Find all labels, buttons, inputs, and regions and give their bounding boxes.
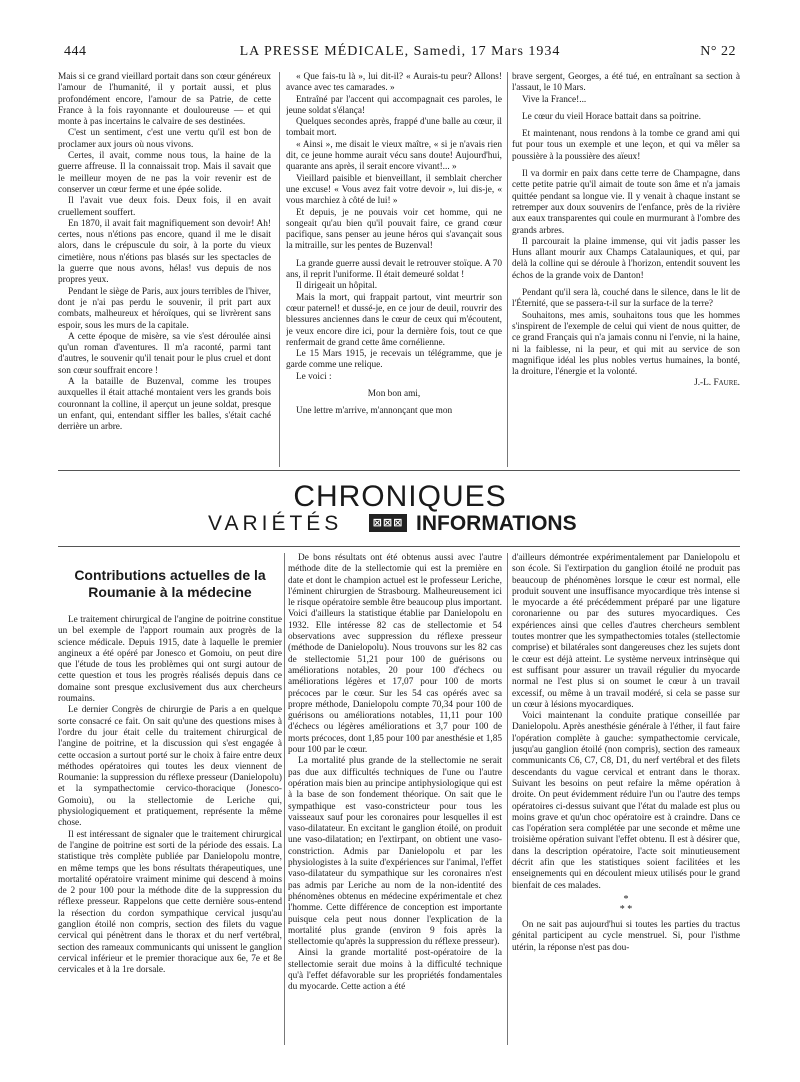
section-rule [58, 470, 740, 471]
paragraph: De bons résultats ont été obtenus aussi avec l'autre méthode dite de la stellectomie qui est la première en date et dont le champion actuel est le professeur Leriche, l'éminent chirurgien de Strasbourg. Malheureusement ici le risque opératoire semble être beaucoup plus important. Voici d'ailleurs la statistique établie par Danielopolu en 1932. Elle intéresse 82 cas de stellectomie et 54 observations avec suppression du réflexe presseur (méthode de Danielopolu). Nous trouvons sur les 82 cas de stellectomie 51,21 pour 100 de guérisons ou améliorations notables, 20 pour 100 d'échecs ou améliorations légères et 17,07 pour 100 de morts précoces par le cœur. Sur les 54 cas opérés avec sa propre méthode, Danielopolu compte 70,34 pour 100 de guérisons ou améliorations notables, 11,11 pour 100 d'échecs ou légères améliorations et 3,7 pour 100 de morts précoces, dont 1,85 pour 100 par anesthésie et 1,85 pour 100 par le cœur. [288, 553, 502, 756]
section-separator-stars: * * * [619, 893, 633, 915]
paragraph: Quelques secondes après, frappé d'une balle au cœur, il tombait mort. [286, 117, 502, 139]
running-header [64, 44, 736, 62]
article-column-1 [58, 553, 282, 1045]
paragraph: A cette époque de misère, sa vie s'est déroulée ainsi qu'un roman d'aventures. Il m'a raconté, parmi tant d'autres, le souvenir qu'il tenait pour le plus cruel et dont son cœur souffrait encore ! [58, 331, 271, 376]
paragraph: Voici maintenant la conduite pratique conseillée par Danielopolu. Après anesthésie générale à l'éther, il faut faire l'opération complète à gauche: sympathectomie cervicale, jusqu'au ganglion étoilé (non compris), section des rameaux communicants C6, C7, C8, D1, du nerf vertébral et des filets descendants du vague cervical et entrant dans le thorax. Suivant les besoins on peut refaire la même opération à droite. On peut évidemment réduire l'un ou l'autre des temps opératoires ci-dessus suivant que l'état du malade est plus ou moins grave et qu'un choc opératoire est à craindre. Dans ce cas l'opération sera complétée par une seconde et même une troisième opération suivant l'effet obtenu. Il est à désirer que, dans la description opératoire, l'acte soit minutieusement décrit afin que les statistiques soient facilitées et les enseignements qui en découlent mieux utilisés pour le grand bienfait de ces malades. [512, 711, 740, 891]
paragraph: Entraîné par l'accent qui accompagnait ces paroles, le jeune soldat s'élança! [286, 94, 502, 116]
column-divider [279, 72, 280, 467]
paragraph: Et depuis, je ne pouvais voir cet homme, qui ne songeait qu'au bien qu'il pouvait faire, ce grand cœur pacifique, sans penser au jeune héros qui s'avançait sous la mitraille, sur les pentes de Buzenval! [286, 207, 502, 252]
paragraph: Le traitement chirurgical de l'angine de poitrine constitue un bel exemple de l'apport roumain aux progrès de la science médicale. Depuis 1915, date à laquelle le premier angineux a été opéré par Jonesco et Gomoiu, on peut dire que l'étude de tous les problèmes qui ont surgi autour de cette question et tous les progrès réalisés depuis dans ce domaine sont presque exclusivement dus aux chercheurs roumains. [58, 615, 282, 705]
paragraph: En 1870, il avait fait magnifiquement son devoir! Ah! certes, nous n'étions pas encore, quand il me le disait alors, dans le crépuscule du soir, à la porte du vieux cimetière, nous n'étions pas blasés sur les spectacles de la guerre que nous avons, hélas! vus depuis de nos propres yeux. [58, 218, 271, 286]
paragraph: Certes, il avait, comme nous tous, la haine de la guerre affreuse. Il la connaissait trop. Mais il savait que le meilleur moyen de ne pas la voir revenir est de conserver un cœur ferme et une épée solide. [58, 151, 271, 195]
paragraph: Vive la France!... [522, 94, 587, 105]
paragraph: A la bataille de Buzenval, comme les troupes auxquelles il était attaché montaient vers les grands bois couronnant la colline, il aperçut un jeune soldat, presque un enfant, qui, entendant siffler les balles, s'était caché derrière un arbre. [58, 377, 271, 433]
paragraph: Il va dormir en paix dans cette terre de Champagne, dans cette petite patrie qu'il aimait de toute son âme et n'a jamais quittée pendant sa longue vie. Il y venait à chaque instant se retremper aux doux souvenirs de l'enfance, près de la rivière aux eaux transparentes qui coule en murmurant à l'ombre des grands arbres. [512, 169, 740, 236]
paragraph: La grande guerre aussi devait le retrouver stoïque. A 70 ans, il reprit l'uniforme. Il était demeuré soldat ! [286, 258, 502, 281]
paragraph: Il parcourait la plaine immense, qui vit jadis passer les Huns allant mourir aux Champs Catalauniques, et qui, par delà la colline qui se déroule à l'horizon, entendit souvent les échos de la grande voix de Danton! [512, 236, 740, 281]
ornament-icon: ⊠⊠⊠ [369, 514, 407, 532]
informations-label: INFORMATIONS [416, 512, 577, 535]
paragraph: Souhaitons, mes amis, souhaitons tous que les hommes s'inspirent de l'exemple de celui qui vient de nous quitter, de ce grand Français qui n'a jamais connu ni l'envie, ni la haine, ni la faiblesse, ni la peur, et qui mit au service de son magnifique idéal les plus nobles vertus humaines, la bonté, la droiture, l'énergie et la volonté. [512, 310, 740, 378]
article-title: Contributions actuelles de la Roumanie à la médecine [74, 567, 266, 600]
paragraph: Il l'avait vue deux fois. Deux fois, il en avait cruellement souffert. [58, 196, 271, 218]
top-column-3 [512, 72, 740, 467]
section-subtitle [0, 512, 800, 538]
paragraph: Il est intéressant de signaler que le traitement chirurgical de l'angine de poitrine est sorti de la période des essais. La statistique très complète publiée par Danielopolu montre, en même temps que les bons résultats thérapeutiques, une mortalité opératoire vraiment minime qui descend à moins de 2 pour 100 pour la méthode dite de la suppression du réflexe presseur. Rappelons que cette dernière sous-entend la résection du cordon sympathique cervical jusqu'au ganglion étoilé non compris, section des filets du vague cervical qui pénètrent dans le thorax et du nerf vertébral, section des rameaux communicants qui unissent le ganglion cervical inférieur et le premier thoracique aux 6e, 7e et 8e cervicales et à la 1re dorsale. [58, 829, 282, 976]
article-column-2 [288, 553, 502, 1045]
author-signature: J.-L. Faure. [694, 378, 740, 389]
paragraph: Il dirigeait un hôpital. [296, 281, 378, 292]
paragraph: Une lettre m'arrive, m'annonçant que mon [296, 406, 453, 417]
paragraph: d'ailleurs démontrée expérimentalement par Danielopolu et son école. Si l'extirpation du ganglion étoilé ne produit pas beaucoup de phénomènes lorsque le cœur est normal, elle produit souvent une insuffisance myocardique très intense si le myocarde a été précédemment préparé par une ligature coronarienne ou par des sutures myocardiques. Ces expériences ainsi que celles d'autres chercheurs semblent toutes montrer que les sympathectomies totales (stellectomie comprise) et bilatérales sont dangereuses chez les sujets dont le cœur est déjà atteint. Le système nerveux intrinsèque qui est suffisant pour assurer un travail régulier du myocarde normal ne l'est plus si on soumet le cœur à un travail excessif, ou même à un travail modéré, si cela se passe sur un cœur à lésions myocardiques. [512, 553, 740, 710]
paragraph: Le dernier Congrès de chirurgie de Paris a en quelque sorte consacré ce fait. On sait qu'une des questions mises à l'ordre du jour était celle du traitement chirurgical de l'angine de poitrine, et la discussion qui s'est engagée à cette occasion a surtout porté sur le choix à faire entre deux méthodes opératoires qui toutes les deux viennent de Roumanie: la suppression du réflexe presseur (Danielopolu) et la sympathectomie cervico-thoracique (Jonesco-Gomoiu), ou la stellectomie de Leriche qui, physiologiquement et pratiquement, représente la même chose. [58, 705, 282, 829]
paragraph: La mortalité plus grande de la stellectomie ne serait pas due aux difficultés techniques de l'une ou l'autre opération mais bien au principe antiphysiologique qui est à la base de son fondement théorique. On sait que le sympathique est vaso-constricteur pour tous les vaisseaux sauf pour les coronaires pour lesquelles il est vaso-dilatateur. En excitant le ganglion étoilé, on produit une vaso-dilatation; en l'extirpant, on obtient une vaso-constriction. Admis par Danielopolu et par les physiologistes à la suite d'expériences sur l'animal, l'effet vaso-dilatateur du sympathique sur les coronaires n'est pas admis par Leriche au nom de la non-identité des phénomènes obtenus en médecine expérimentale et chez l'homme. Cette différence de conception est importante puisque cela peut nous donner l'explication de la mortalité plus grande (environ 9 fois après la stellectomie qu'après la suppression du réflexe presseur). [288, 756, 502, 948]
paragraph: « Que fais-tu là », lui dit-il? « Aurais-tu peur? Allons! avance avec tes camarades. » [286, 72, 502, 94]
paragraph: Le 15 Mars 1915, je recevais un télégramme, que je garde comme une relique. [286, 349, 502, 371]
varietes-label: VARIÉTÉS [208, 512, 343, 535]
paragraph: Pendant le siège de Paris, aux jours terribles de l'hiver, dont je n'ai pas perdu le souvenir, il prit part aux combats, malheureux et héroïques, qui se livrèrent sans espoir, sous les murs de la capitale. [58, 286, 271, 331]
column-divider [284, 553, 285, 1045]
paragraph: Pendant qu'il sera là, couché dans le silence, dans le lit de l'Éternité, que se passera-t-il sur la surface de la terre? [512, 288, 740, 310]
paragraph: « Ainsi », me disait le vieux maître, « si je n'avais rien dit, ce jeune homme aurait vécu sans doute! Aujourd'hui, quarante ans après, il serait encore vivant!... » [286, 139, 502, 173]
telegram-salutation: Mon bon ami, [367, 389, 421, 400]
paragraph: C'est un sentiment, c'est une vertu qu'il est bon de proclamer aux jours où nous vivons. [58, 128, 271, 150]
section-title-chroniques: CHRONIQUES [293, 480, 507, 513]
paragraph: Le cœur du vieil Horace battait dans sa poitrine. [522, 111, 701, 122]
column-divider [507, 72, 508, 467]
paragraph: brave sergent, Georges, a été tué, en entraînant sa section à l'assaut, le 10 Mars. [512, 72, 740, 94]
paragraph: Ainsi la grande mortalité post-opératoire de la stellectomie serait due moins à la difficulté technique qu'à l'effet défavorable sur les propriétés fondamentales du myocarde. Cette action a été [288, 948, 502, 993]
top-column-1 [58, 72, 271, 467]
paragraph: Mais si ce grand vieillard portait dans son cœur généreux l'amour de l'humanité, il y portait aussi, et plus profondément encore, l'amour de sa Patrie, de cette France à la fois rayonnante et douloureuse — et qui monte à pas incertains le calvaire de ses destinées. [58, 72, 271, 128]
section-rule [58, 546, 740, 547]
paragraph: On ne sait pas aujourd'hui si toutes les parties du tractus génital participent au cycle menstruel. Si, pour l'isthme utérin, la réponse n'est pas dou- [512, 919, 740, 953]
page-number: 444 [64, 44, 87, 59]
paragraph: Vieillard paisible et bienveillant, il semblait chercher une excuse! « Vous avez fait votre devoir », lui dis-je, « vous marchiez à côté de lui! » [286, 173, 502, 207]
top-column-2 [286, 72, 502, 467]
paragraph: Mais la mort, qui frappait partout, vint meurtrir son cœur paternel! et dussé-je, en ce jour de deuil, rouvrir des blessures anciennes dans le cœur de ceux qui m'écoutent, je veux encore dire ici, pour la dernière fois, tout ce que renfermait de grand cette âme cornélienne. [286, 292, 502, 348]
paragraph: Le voici : [296, 371, 332, 382]
journal-title: LA PRESSE MÉDICALE, Samedi, 17 Mars 1934 [239, 44, 561, 59]
issue-number: N° 22 [700, 44, 736, 59]
paragraph: Et maintenant, nous rendons à la tombe ce grand ami qui fut pour tous un exemple et une leçon, et qui va mêler sa poussière à la poussière des aïeux! [512, 129, 740, 162]
column-divider [507, 553, 508, 1045]
article-column-3 [512, 553, 740, 1045]
